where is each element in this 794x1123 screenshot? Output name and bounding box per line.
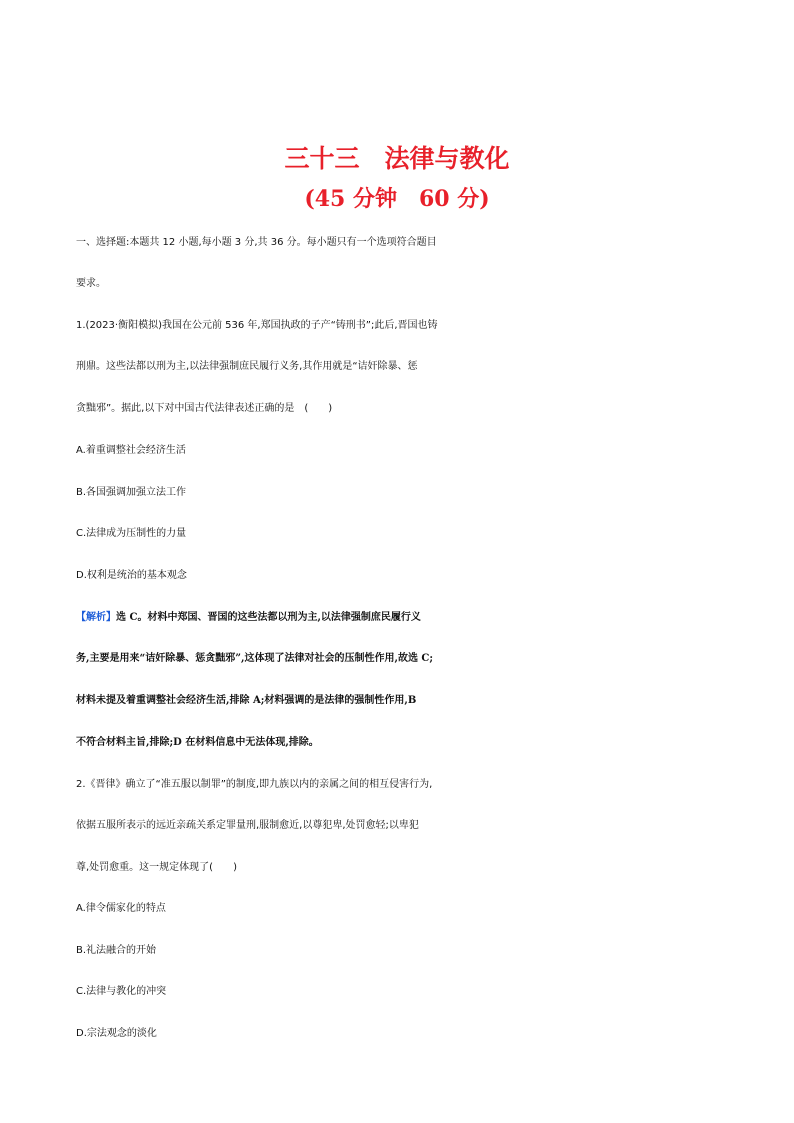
analysis-label: 【解析】 <box>76 612 116 623</box>
section-intro-line-2: 要求。 <box>76 278 106 289</box>
question-2-option-a: A.律令儒家化的特点 <box>76 903 166 914</box>
analysis-text: 选 C。材料中郑国、晋国的这些法都以刑为主,以法律强制庶民履行义 <box>116 612 421 623</box>
question-1-analysis-line-4: 不符合材料主旨,排除;D 在材料信息中无法体现,排除。 <box>76 737 319 748</box>
question-2-stem-line-1: 2.《晋律》确立了“准五服以制罪”的制度,即九族以内的亲属之间的相互侵害行为, <box>76 779 433 790</box>
question-1-option-a: A.着重调整社会经济生活 <box>76 445 186 456</box>
question-1-stem-line-3: 贪黜邪”。据此,以下对中国古代法律表述正确的是 ( ) <box>76 403 333 414</box>
question-1-option-c: C.法律成为压制性的力量 <box>76 528 187 539</box>
question-1-option-d: D.权利是统治的基本观念 <box>76 570 187 581</box>
question-2-stem-line-2: 依据五服所表示的远近亲疏关系定罪量刑,服制愈近,以尊犯卑,处罚愈轻;以卑犯 <box>76 820 419 831</box>
question-1-stem-line-1: 1.(2023·衡阳模拟)我国在公元前 536 年,郑国执政的子产“铸刑书”;此后,晋国也铸 <box>76 320 438 331</box>
question-2-stem-line-3: 尊,处罚愈重。这一规定体现了( ) <box>76 862 237 873</box>
question-1-analysis-line-2: 务,主要是用来“诘奸除暴、惩贪黜邪”,这体现了法律对社会的压制性作用,故选 C; <box>76 653 434 664</box>
question-2-option-c: C.法律与教化的冲突 <box>76 986 167 997</box>
page-title: 三十三 法律与教化 <box>284 144 510 173</box>
page-subtitle: (45 分钟 60 分) <box>304 186 490 212</box>
question-1-stem-line-2: 刑鼎。这些法都以刑为主,以法律强制庶民履行义务,其作用就是“诘奸除暴、惩 <box>76 361 418 372</box>
question-1-analysis-line-3: 材料未提及着重调整社会经济生活,排除 A;材料强调的是法律的强制性作用,B <box>76 695 417 706</box>
question-2-option-b: B.礼法融合的开始 <box>76 945 157 956</box>
section-intro-line-1: 一、选择题:本题共 12 小题,每小题 3 分,共 36 分。每小题只有一个选项符合题目 <box>76 237 437 248</box>
question-1-option-b: B.各国强调加强立法工作 <box>76 487 187 498</box>
question-2-option-d: D.宗法观念的淡化 <box>76 1028 157 1039</box>
question-1-analysis-line-1 <box>76 606 736 630</box>
